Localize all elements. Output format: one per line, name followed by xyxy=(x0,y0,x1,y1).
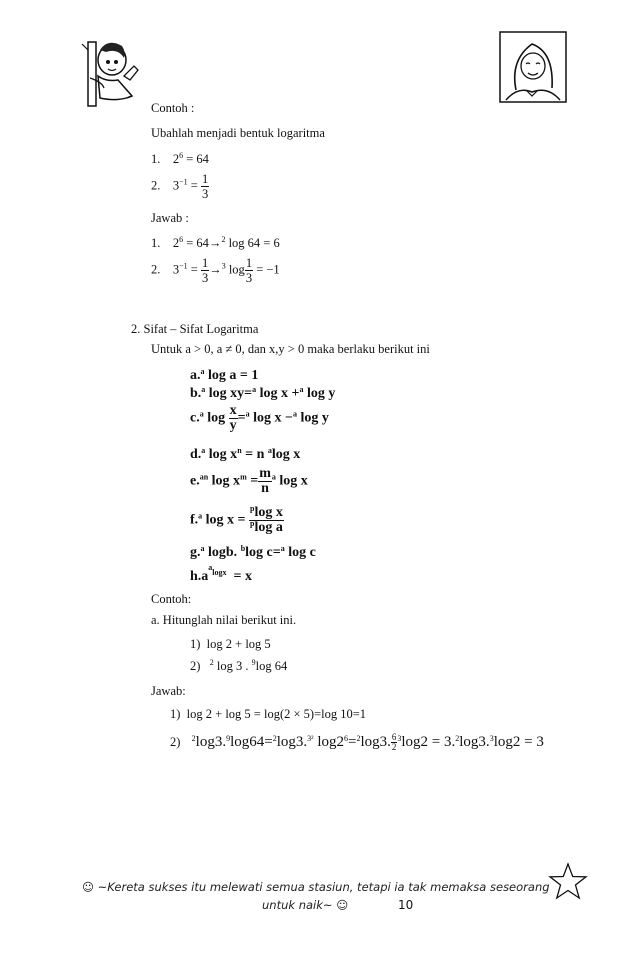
example-item-2: 2. $3^{-1}$ = $\frac{1}{3}$ xyxy=(151,172,209,201)
section-intro: Untuk a > 0, a ≠ 0, dan x,y > 0 maka berlaku berikut ini xyxy=(151,342,430,356)
jawab-heading: Jawab : xyxy=(151,211,189,225)
contoh2-task: a. Hitunglah nilai berikut ini. xyxy=(151,613,297,627)
solution-item-1: 1) log 2 + log 5 = log(2 × 5)=log 10=1 xyxy=(170,707,367,721)
example-item-1: 1. $2^6 = 64$ xyxy=(151,151,209,166)
answer-item-2: 2. $3^{-1}$ = $\frac{1}{3}$ →$^3$ log $\frac{1}{3}$ = −1 xyxy=(151,256,280,285)
solution-item-2: 2) $^2$log3.$^9$log64=$^2$log3.$^{3^2}$ $\log 2^6=^2\log 3$. $\frac{6}{2}$ $^3$log2 = 3.$^2$log3.$^3$log2 = 3 xyxy=(170,732,544,752)
property-f: f.$^a$ log x = $\frac{^p\log x}{^p\log a}$ xyxy=(190,504,283,535)
contoh-heading: Contoh : xyxy=(151,101,195,115)
instruction-text: Ubahlah menjadi bentuk logaritma xyxy=(151,126,325,140)
cartoon-boy-peeking-icon xyxy=(78,36,146,108)
smiley-icon: ☺ xyxy=(82,880,94,894)
cartoon-girl-hijab-icon xyxy=(498,30,568,104)
contoh2-jawab: Jawab: xyxy=(151,684,186,698)
smiley-icon: ☺ xyxy=(336,898,349,912)
footer-quote-line2: untuk naik~ ☺ xyxy=(262,898,349,912)
star-outline-icon xyxy=(548,862,588,902)
exercise-item-1: 1) log 2 + log 5 xyxy=(190,637,271,651)
section-title: 2. Sifat – Sifat Logaritma xyxy=(131,322,259,336)
page-number: 10 xyxy=(398,898,414,912)
property-a: a.$^a$ log a = 1 xyxy=(190,367,259,383)
footer-quote-line1: ☺ ~Kereta sukses itu melewati semua stasiun, tetapi ia tak memaksa seseorang xyxy=(82,880,550,894)
property-h: $h.a^{^alogx} = x$ xyxy=(190,563,253,584)
exercise-item-2: 2) $^2$ log 3 . $^9$log 64 xyxy=(190,658,288,673)
property-e: e.$^{an}$ $\log x^m$ = $\frac{m}{n}$ $^a$ log x xyxy=(190,466,308,496)
property-g: g.$^a$ logb. $^b$log c=$^a$ log c xyxy=(190,544,316,560)
property-c: c.$^a$ log $\frac{x}{y}$ =$^a$ log x −$^a$ log y xyxy=(190,403,329,433)
property-d: d.$^a$ $\log x^n = n$ $^a$log x xyxy=(190,446,301,462)
property-b: b.$^a$ log xy=$^a$ log x +$^a$ log y xyxy=(190,385,336,401)
contoh2-heading: Contoh: xyxy=(151,592,192,606)
answer-item-1: 1. $2^6 = 64\to^2$ log 64 = 6 xyxy=(151,235,280,250)
